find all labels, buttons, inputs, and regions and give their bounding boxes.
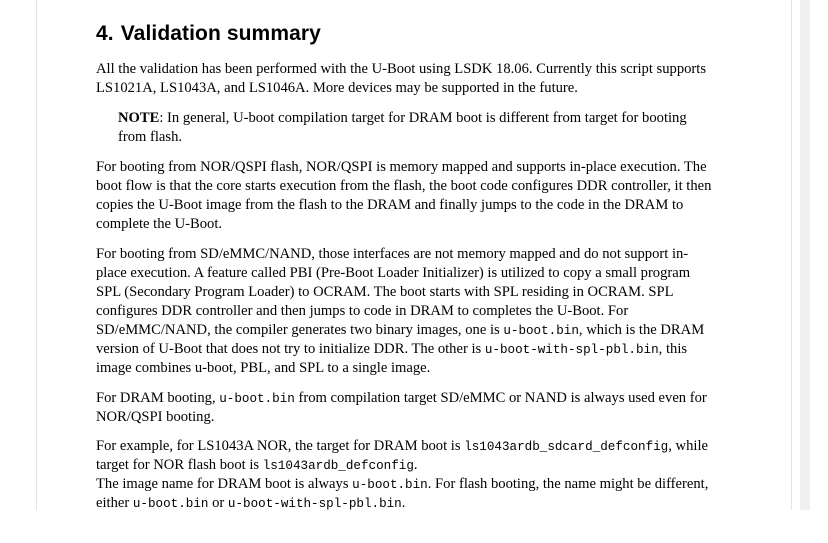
- code-u-boot-bin-4: u-boot.bin: [132, 497, 209, 512]
- code-u-boot-bin-2: u-boot.bin: [219, 391, 295, 406]
- paragraph-example: [96, 437, 712, 475]
- note-label: NOTE: [118, 109, 160, 126]
- p3-text-2: , which is the DRAM version of U-Boot that does not try to initialize DDR. The other is: [96, 321, 705, 357]
- p4-text-2: from compilation target SD/eMMC or NAND is always used even for NOR/QSPI booting.: [96, 389, 707, 425]
- page-right-shadow: [800, 0, 810, 510]
- page-title: [96, 22, 712, 46]
- note-text: : In general, U-boot compilation target for DRAM boot is different from target for booting from flash.: [118, 109, 687, 145]
- paragraph-dram-booting: [96, 389, 712, 427]
- paragraph-sd-emmc-nand: [96, 245, 712, 378]
- p6-text-1: The image name for DRAM boot is always: [96, 476, 353, 493]
- code-u-boot-with-spl-pbl-bin-2: u-boot-with-spl-pbl.bin: [227, 497, 402, 512]
- code-ls1043ardb-sdcard-defconfig: ls1043ardb_sdcard_defconfig: [464, 440, 669, 455]
- code-u-boot-with-spl-pbl-bin-1: u-boot-with-spl-pbl.bin: [484, 342, 659, 357]
- section-number: 4.: [96, 22, 114, 45]
- section-heading-text: Validation summary: [120, 22, 321, 45]
- note-block: [118, 109, 712, 147]
- p5-text-3: .: [413, 457, 418, 474]
- page-right-edge: [791, 0, 792, 510]
- paragraph-image-name: [96, 475, 712, 513]
- p4-text-1: For DRAM booting,: [96, 389, 220, 406]
- document-content: [96, 22, 712, 524]
- p6-text-3: or: [208, 495, 228, 512]
- page-left-edge: [36, 0, 37, 510]
- paragraph-nor-qspi: [96, 158, 712, 234]
- p6-text-2: . For flash booting, the name might be different, either: [96, 476, 709, 512]
- p3-text-3: , this image combines u-boot, PBL, and SPL to a single image.: [96, 340, 688, 376]
- code-ls1043ardb-defconfig: ls1043ardb_defconfig: [262, 459, 414, 474]
- code-u-boot-bin-3: u-boot.bin: [352, 478, 428, 493]
- paragraph-intro: [96, 60, 712, 98]
- paragraph-intro-text: All the validation has been performed with the U-Boot using LSDK 18.06. Currently this script supports LS1021A, LS1043A, and LS1046A. More devices may be supported in the future.: [96, 61, 707, 96]
- code-u-boot-bin-1: u-boot.bin: [503, 323, 579, 338]
- p5-text-1: For example, for LS1043A NOR, the target for DRAM boot is: [96, 438, 465, 455]
- p6-text-4: .: [401, 495, 406, 512]
- paragraph-nor-qspi-text: For booting from NOR/QSPI flash, NOR/QSPI is memory mapped and supports in-place execution. The boot flow is that the core starts execution from the flash, the boot code configures DDR controller, it then copies the U-Boot image from the flash to the DRAM and finally jumps to the code in the DRAM to complete the U-Boot.: [96, 158, 712, 232]
- p5-text-2: , while target for NOR flash boot is: [96, 438, 708, 474]
- p3-text-1: For booting from SD/eMMC/NAND, those interfaces are not memory mapped and do not support in-place execution. A feature called PBI (Pre-Boot Loader Initializer) is utilized to copy a small program SPL (Secondary Program Loader) to OCRAM. The boot starts with SPL residing in OCRAM. SPL configures DDR controller and then jumps to code in DRAM to completes the U-Boot. For SD/eMMC/NAND, the compiler generates two binary images, one is: [96, 245, 691, 338]
